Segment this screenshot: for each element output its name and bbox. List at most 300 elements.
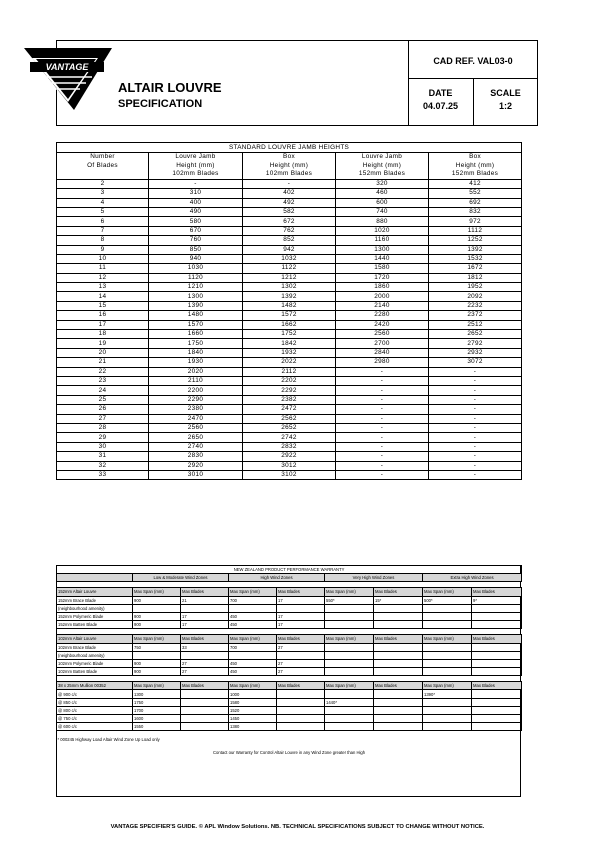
table-cell: 29 bbox=[57, 433, 149, 442]
table-cell: 1750 bbox=[133, 698, 181, 706]
table-cell: 832 bbox=[429, 207, 522, 216]
table-cell: 940 bbox=[149, 254, 243, 263]
table-cell bbox=[325, 659, 374, 667]
max-blades-header: Max Blades bbox=[277, 588, 325, 596]
table-cell bbox=[423, 668, 472, 676]
table-cell: 320 bbox=[336, 179, 429, 188]
jamb-table-header bbox=[57, 153, 522, 180]
table-cell: 900 bbox=[133, 659, 181, 667]
table-cell: - bbox=[429, 452, 522, 461]
table-cell: 21 bbox=[181, 596, 229, 604]
table-cell: 27 bbox=[277, 668, 325, 676]
table-cell: 10 bbox=[57, 254, 149, 263]
table-row bbox=[57, 254, 522, 263]
row-label: @ 750 c/c bbox=[57, 715, 133, 723]
table-cell: 700 bbox=[229, 643, 277, 651]
table-cell: 900 bbox=[133, 612, 181, 620]
table-cell: 17 bbox=[277, 621, 325, 629]
table-cell bbox=[325, 723, 374, 731]
table-cell: - bbox=[336, 376, 429, 385]
max-blades-header: Max Blades bbox=[374, 682, 423, 690]
table-cell: 900 bbox=[133, 668, 181, 676]
table-cell: 1392 bbox=[429, 245, 522, 254]
table-cell: 412 bbox=[429, 179, 522, 188]
table-cell: 1440 bbox=[336, 254, 429, 263]
table-cell: 5 bbox=[57, 207, 149, 216]
table-cell bbox=[423, 621, 472, 629]
group-title: 102mm Altair Louvre bbox=[57, 635, 133, 643]
table-cell: 1300 bbox=[149, 292, 243, 301]
table-cell: 880 bbox=[336, 217, 429, 226]
table-row bbox=[57, 470, 522, 479]
table-row bbox=[57, 659, 522, 667]
table-cell: 2112 bbox=[243, 367, 336, 376]
row-label: 152mm Polymeric Blade bbox=[57, 612, 133, 620]
table-cell: 450 bbox=[229, 659, 277, 667]
table-cell bbox=[374, 715, 423, 723]
column-header: 152mm Blades bbox=[429, 170, 522, 179]
table-cell: - bbox=[429, 423, 522, 432]
table-cell: 1482 bbox=[243, 301, 336, 310]
table-row bbox=[57, 339, 522, 348]
vantage-logo bbox=[22, 44, 114, 114]
table-cell: 1720 bbox=[336, 273, 429, 282]
table-cell: 972 bbox=[429, 217, 522, 226]
table-row bbox=[57, 612, 522, 620]
table-cell: 21 bbox=[57, 358, 149, 367]
table-cell: - bbox=[429, 414, 522, 423]
max-blades-header: Max Blades bbox=[374, 635, 423, 643]
table-cell bbox=[374, 698, 423, 706]
table-cell: 1580 bbox=[229, 698, 277, 706]
wind-zone-header: Low & Moderate Wind Zones bbox=[133, 574, 229, 582]
table-cell: 450 bbox=[229, 621, 277, 629]
table-cell: 1660 bbox=[149, 330, 243, 339]
table-cell: 1032 bbox=[243, 254, 336, 263]
column-header: Height (mm) bbox=[149, 162, 243, 171]
table-cell: - bbox=[336, 452, 429, 461]
table-cell: 672 bbox=[243, 217, 336, 226]
table-row bbox=[57, 588, 522, 596]
table-cell: 23 bbox=[57, 376, 149, 385]
table-cell: 2932 bbox=[429, 348, 522, 357]
table-row bbox=[57, 320, 522, 329]
max-blades-header: Max Blades bbox=[181, 588, 229, 596]
scale-label: SCALE bbox=[490, 88, 521, 98]
table-cell: 2920 bbox=[149, 461, 243, 470]
table-cell bbox=[423, 643, 472, 651]
table-cell: - bbox=[429, 367, 522, 376]
table-cell: 582 bbox=[243, 207, 336, 216]
performance-footnote: Contact our Warranty for Control Altair Louvre in any Wind Zone greater than High bbox=[213, 749, 366, 755]
table-cell: 12 bbox=[57, 273, 149, 282]
max-span-header: Max Span (mm) bbox=[423, 635, 472, 643]
table-row bbox=[57, 217, 522, 226]
table-cell bbox=[133, 651, 181, 659]
max-blades-header: Max Blades bbox=[277, 682, 325, 690]
table-cell: 8 bbox=[57, 236, 149, 245]
table-cell: 310 bbox=[149, 189, 243, 198]
date-value: 04.07.25 bbox=[422, 101, 459, 111]
table-cell: 450 bbox=[229, 612, 277, 620]
table-cell: 17 bbox=[277, 596, 325, 604]
column-header bbox=[57, 170, 149, 179]
table-cell bbox=[181, 698, 229, 706]
table-cell: 760 bbox=[149, 236, 243, 245]
table-cell: 1112 bbox=[429, 226, 522, 235]
table-row bbox=[57, 301, 522, 310]
table-cell bbox=[277, 651, 325, 659]
table-row bbox=[57, 179, 522, 188]
table-row bbox=[57, 643, 522, 651]
table-row bbox=[57, 433, 522, 442]
table-cell: 492 bbox=[243, 198, 336, 207]
table-row bbox=[57, 574, 522, 582]
table-cell bbox=[277, 723, 325, 731]
table-cell bbox=[472, 621, 522, 629]
table-cell: 2840 bbox=[336, 348, 429, 357]
table-cell: 700 bbox=[229, 596, 277, 604]
row-label: 152mm Brace Blade bbox=[57, 596, 133, 604]
table-cell: 17 bbox=[181, 621, 229, 629]
table-cell: 2830 bbox=[149, 452, 243, 461]
column-header: Louvre Jamb bbox=[336, 153, 429, 162]
table-row bbox=[57, 668, 522, 676]
column-header: Number bbox=[57, 153, 149, 162]
table-cell: 1600 bbox=[133, 715, 181, 723]
table-cell: 1550 bbox=[133, 723, 181, 731]
table-cell bbox=[472, 668, 522, 676]
table-cell: - bbox=[336, 386, 429, 395]
table-cell: 17 bbox=[277, 612, 325, 620]
table-cell: 740 bbox=[336, 207, 429, 216]
max-span-header: Max Span (mm) bbox=[229, 682, 277, 690]
max-blades-header: Max Blades bbox=[277, 635, 325, 643]
row-label: @ 900 c/c bbox=[57, 690, 133, 698]
table-cell: - bbox=[429, 395, 522, 404]
table-cell: - bbox=[336, 367, 429, 376]
table-cell: 27 bbox=[181, 659, 229, 667]
table-cell bbox=[374, 723, 423, 731]
table-cell: 2650 bbox=[149, 433, 243, 442]
table-cell: 14 bbox=[57, 292, 149, 301]
max-span-header: Max Span (mm) bbox=[229, 635, 277, 643]
table-cell bbox=[277, 690, 325, 698]
table-cell bbox=[423, 604, 472, 612]
performance-warranty-table bbox=[56, 565, 522, 756]
max-blades-header: Max Blades bbox=[181, 682, 229, 690]
table-cell: 1300 bbox=[336, 245, 429, 254]
table-cell: - bbox=[336, 433, 429, 442]
table-cell: 1932 bbox=[243, 348, 336, 357]
column-header: Height (mm) bbox=[243, 162, 336, 171]
table-cell bbox=[472, 698, 522, 706]
table-row bbox=[57, 690, 522, 698]
table-row bbox=[57, 635, 522, 643]
table-cell: 3012 bbox=[243, 461, 336, 470]
table-cell: - bbox=[336, 395, 429, 404]
jamb-table-body bbox=[57, 179, 522, 480]
table-cell: 400 bbox=[149, 198, 243, 207]
column-header: 102mm Blades bbox=[149, 170, 243, 179]
table-cell: 3010 bbox=[149, 470, 243, 479]
table-cell: 1450 bbox=[229, 715, 277, 723]
table-cell bbox=[277, 706, 325, 714]
max-blades-header: Max Blades bbox=[472, 635, 522, 643]
table-cell: 2372 bbox=[429, 311, 522, 320]
table-row bbox=[57, 245, 522, 254]
table-cell: 1120 bbox=[149, 273, 243, 282]
table-cell bbox=[374, 651, 423, 659]
table-row bbox=[57, 236, 522, 245]
table-cell bbox=[423, 723, 472, 731]
table-cell: 32 bbox=[57, 461, 149, 470]
performance-note: * 000245 Highway Load Altair Wind Zone Up Load only bbox=[57, 737, 160, 743]
table-cell bbox=[472, 612, 522, 620]
table-cell: 2700 bbox=[336, 339, 429, 348]
table-row bbox=[57, 348, 522, 357]
table-cell bbox=[277, 698, 325, 706]
table-cell: 942 bbox=[243, 245, 336, 254]
table-cell bbox=[472, 604, 522, 612]
date-label: DATE bbox=[428, 88, 453, 98]
table-row bbox=[57, 386, 522, 395]
table-cell: 1160 bbox=[336, 236, 429, 245]
table-cell bbox=[325, 651, 374, 659]
table-row bbox=[57, 749, 522, 756]
table-cell: - bbox=[429, 470, 522, 479]
table-cell: 762 bbox=[243, 226, 336, 235]
max-span-header: Max Span (mm) bbox=[133, 682, 181, 690]
table-cell bbox=[423, 715, 472, 723]
table-cell: 27 bbox=[57, 414, 149, 423]
max-blades-header: Max Blades bbox=[472, 588, 522, 596]
wind-zone-header: Extra High Wind Zones bbox=[423, 574, 522, 582]
table-cell: 2232 bbox=[429, 301, 522, 310]
table-cell: 1750 bbox=[149, 339, 243, 348]
table-row bbox=[57, 414, 522, 423]
table-cell: 27 bbox=[277, 643, 325, 651]
performance-table-caption: NEW ZEALAND PRODUCT PERFORMANCE WARRANTY bbox=[57, 566, 522, 574]
table-cell: 500* bbox=[423, 596, 472, 604]
table-cell: - bbox=[336, 442, 429, 451]
wind-zone-header: Very High Wind Zones bbox=[325, 574, 423, 582]
table-cell: 1390 bbox=[149, 301, 243, 310]
row-label: 102mm Batten Blade bbox=[57, 668, 133, 676]
column-header: Louvre Jamb bbox=[149, 153, 243, 162]
table-row bbox=[57, 706, 522, 714]
scale-value: 1:2 bbox=[498, 101, 512, 111]
row-label: @ 800 c/c bbox=[57, 706, 133, 714]
table-cell: 1752 bbox=[243, 330, 336, 339]
table-cell bbox=[325, 715, 374, 723]
table-cell bbox=[374, 643, 423, 651]
table-cell: 1020 bbox=[336, 226, 429, 235]
max-span-header: Max Span (mm) bbox=[325, 588, 374, 596]
table-cell: 750 bbox=[133, 643, 181, 651]
table-cell: 2202 bbox=[243, 376, 336, 385]
table-cell: 2380 bbox=[149, 405, 243, 414]
table-row bbox=[57, 273, 522, 282]
wind-zone-header: High Wind Zones bbox=[229, 574, 325, 582]
group-title: 38 x 25mm Mullion 00352 bbox=[57, 682, 133, 690]
table-row bbox=[57, 596, 522, 604]
table-cell: 2512 bbox=[429, 320, 522, 329]
table-row bbox=[57, 698, 522, 706]
table-cell: 2200 bbox=[149, 386, 243, 395]
table-cell: 13 bbox=[57, 283, 149, 292]
table-cell: - bbox=[429, 376, 522, 385]
table-cell: 20 bbox=[57, 348, 149, 357]
max-span-header: Max Span (mm) bbox=[133, 635, 181, 643]
table-cell: 22 bbox=[57, 367, 149, 376]
table-cell: 2740 bbox=[149, 442, 243, 451]
table-cell: 1380 bbox=[229, 723, 277, 731]
table-cell: 3 bbox=[57, 189, 149, 198]
max-span-header: Max Span (mm) bbox=[325, 635, 374, 643]
max-blades-header: Max Blades bbox=[374, 588, 423, 596]
table-cell: 2562 bbox=[243, 414, 336, 423]
table-cell bbox=[423, 698, 472, 706]
table-cell: 17 bbox=[181, 612, 229, 620]
table-cell: - bbox=[336, 414, 429, 423]
table-cell: 1532 bbox=[429, 254, 522, 263]
max-span-header: Max Span (mm) bbox=[229, 588, 277, 596]
table-cell: - bbox=[149, 179, 243, 188]
max-span-header: Max Span (mm) bbox=[325, 682, 374, 690]
table-cell bbox=[181, 723, 229, 731]
table-cell: 1520 bbox=[229, 706, 277, 714]
table-cell: 2022 bbox=[243, 358, 336, 367]
table-cell: - bbox=[429, 405, 522, 414]
table-cell: 31 bbox=[57, 452, 149, 461]
table-cell bbox=[472, 715, 522, 723]
table-cell: 2472 bbox=[243, 405, 336, 414]
column-header: Box bbox=[429, 153, 522, 162]
table-cell: 4 bbox=[57, 198, 149, 207]
row-label: @ 600 c/c bbox=[57, 723, 133, 731]
table-cell: 24 bbox=[57, 386, 149, 395]
table-cell: 2000 bbox=[336, 292, 429, 301]
table-cell: 1000 bbox=[229, 690, 277, 698]
column-header: 152mm Blades bbox=[336, 170, 429, 179]
table-row bbox=[57, 292, 522, 301]
table-cell: 692 bbox=[429, 198, 522, 207]
table-row bbox=[57, 376, 522, 385]
table-cell: 2290 bbox=[149, 395, 243, 404]
table-cell bbox=[472, 706, 522, 714]
table-cell: 1952 bbox=[429, 283, 522, 292]
table-cell: 1662 bbox=[243, 320, 336, 329]
table-cell: 1030 bbox=[149, 264, 243, 273]
table-cell bbox=[472, 659, 522, 667]
max-span-header: Max Span (mm) bbox=[133, 588, 181, 596]
header-row bbox=[57, 153, 522, 162]
table-cell: 1572 bbox=[243, 311, 336, 320]
table-cell: 30 bbox=[57, 442, 149, 451]
table-cell: 2792 bbox=[429, 339, 522, 348]
table-cell: 550* bbox=[325, 596, 374, 604]
table-cell: 1210 bbox=[149, 283, 243, 292]
table-cell: 670 bbox=[149, 226, 243, 235]
table-cell: 3072 bbox=[429, 358, 522, 367]
table-cell bbox=[57, 574, 133, 582]
table-cell: 1390* bbox=[423, 690, 472, 698]
table-row bbox=[57, 723, 522, 731]
table-cell: 2092 bbox=[429, 292, 522, 301]
table-cell: 900 bbox=[133, 596, 181, 604]
table-row bbox=[57, 395, 522, 404]
jamb-heights-table bbox=[56, 142, 522, 480]
table-cell: 9 bbox=[57, 245, 149, 254]
table-cell bbox=[229, 604, 277, 612]
table-row bbox=[57, 682, 522, 690]
table-cell: 33 bbox=[181, 643, 229, 651]
table-cell bbox=[181, 651, 229, 659]
table-cell: 25 bbox=[57, 395, 149, 404]
table-cell: 19 bbox=[57, 339, 149, 348]
table-cell: 2980 bbox=[336, 358, 429, 367]
max-span-header: Max Span (mm) bbox=[423, 682, 472, 690]
table-cell: 2470 bbox=[149, 414, 243, 423]
table-cell bbox=[423, 651, 472, 659]
table-row bbox=[57, 423, 522, 432]
table-cell: 27 bbox=[277, 659, 325, 667]
table-cell: 1812 bbox=[429, 273, 522, 282]
table-cell bbox=[374, 668, 423, 676]
table-cell: 2832 bbox=[243, 442, 336, 451]
table-cell: 17 bbox=[57, 320, 149, 329]
table-cell bbox=[277, 715, 325, 723]
table-cell bbox=[374, 604, 423, 612]
table-cell: 460 bbox=[336, 189, 429, 198]
max-blades-header: Max Blades bbox=[472, 682, 522, 690]
row-label: 102mm Polymeric Blade bbox=[57, 659, 133, 667]
table-row bbox=[57, 405, 522, 414]
table-cell: 450 bbox=[229, 668, 277, 676]
table-cell: - bbox=[336, 470, 429, 479]
table-cell bbox=[325, 643, 374, 651]
table-cell: 7 bbox=[57, 226, 149, 235]
table-cell bbox=[472, 723, 522, 731]
table-cell bbox=[325, 706, 374, 714]
table-cell: 2560 bbox=[336, 330, 429, 339]
table-cell: 16 bbox=[57, 311, 149, 320]
table-row bbox=[57, 283, 522, 292]
table-cell bbox=[374, 659, 423, 667]
row-label: (neighbourhood amenity) bbox=[57, 651, 133, 659]
table-cell bbox=[181, 690, 229, 698]
page-footer: VANTAGE SPECIFIER'S GUIDE. © APL Window Solutions. NB. TECHNICAL SPECIFICATIONS SUBJECT TO CHANGE WITHOUT NOTICE. bbox=[110, 824, 485, 830]
jamb-table-caption: STANDARD LOUVRE JAMB HEIGHTS bbox=[57, 143, 522, 153]
cad-reference: CAD REF. VAL03-0 bbox=[433, 56, 513, 66]
table-cell bbox=[325, 668, 374, 676]
table-cell: 2140 bbox=[336, 301, 429, 310]
table-cell: - bbox=[336, 405, 429, 414]
table-cell bbox=[229, 651, 277, 659]
table-row bbox=[57, 367, 522, 376]
table-cell: - bbox=[429, 433, 522, 442]
row-label: 152mm Batten Blade bbox=[57, 621, 133, 629]
table-cell bbox=[325, 690, 374, 698]
table-cell bbox=[472, 690, 522, 698]
table-cell: 1212 bbox=[243, 273, 336, 282]
table-cell bbox=[181, 706, 229, 714]
table-row bbox=[57, 442, 522, 451]
table-row bbox=[57, 264, 522, 273]
svg-text:VANTAGE: VANTAGE bbox=[45, 62, 89, 72]
column-header: Height (mm) bbox=[336, 162, 429, 171]
